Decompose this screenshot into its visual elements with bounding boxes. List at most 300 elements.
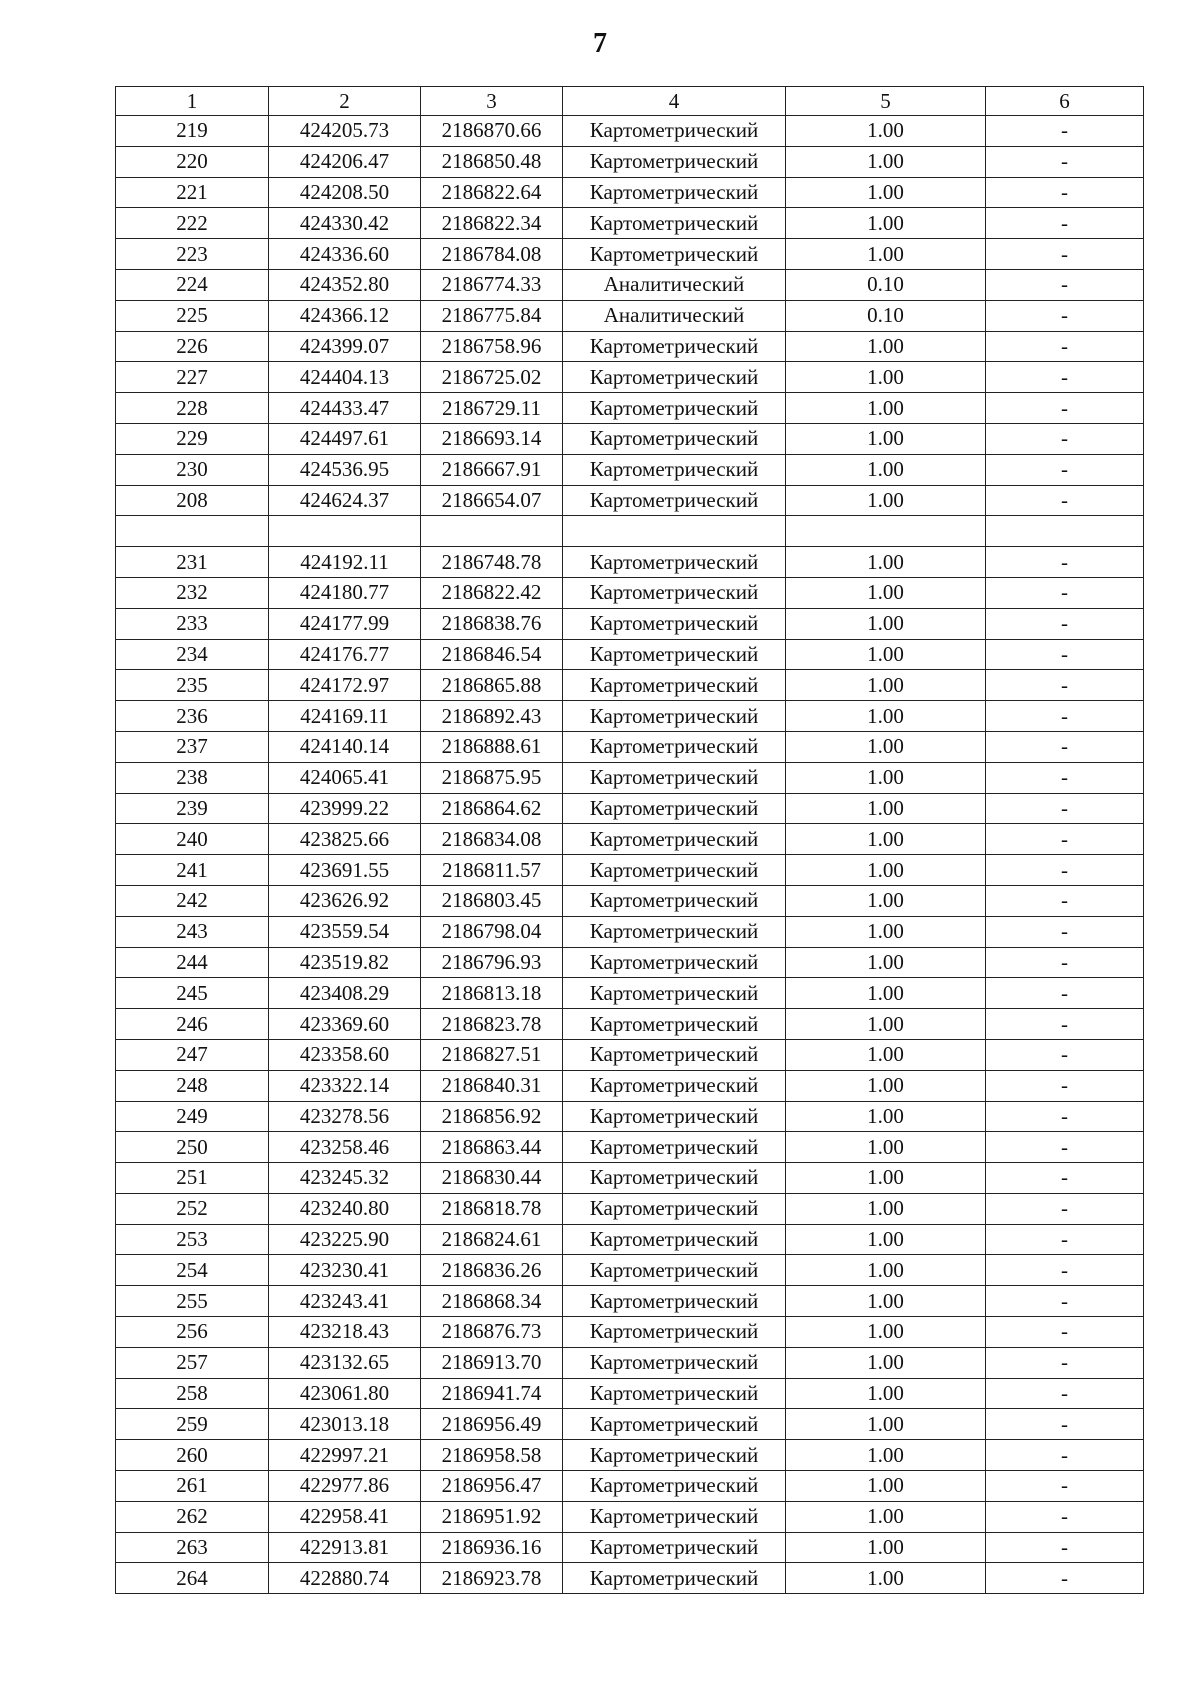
table-cell: 227 [116,362,269,393]
table-row [116,1563,1144,1594]
table-cell: 261 [116,1471,269,1502]
table-cell: - [986,1193,1144,1224]
table-cell: Картометрический [563,1378,786,1409]
table-cell: 423322.14 [269,1070,421,1101]
table-cell: 228 [116,393,269,424]
table-cell: - [986,239,1144,270]
table-cell: - [986,824,1144,855]
table-row [116,1224,1144,1255]
table-cell: Картометрический [563,608,786,639]
table-cell: 2186803.45 [421,885,563,916]
table-cell: - [986,978,1144,1009]
table-cell: 247 [116,1039,269,1070]
table-cell: 221 [116,177,269,208]
table-cell: 422880.74 [269,1563,421,1594]
table-cell: 224 [116,269,269,300]
table-cell: Картометрический [563,1163,786,1194]
table-cell: 424065.41 [269,762,421,793]
table-cell: Картометрический [563,331,786,362]
table-cell: - [986,670,1144,701]
table-cell: 231 [116,547,269,578]
table-cell: 0.10 [786,300,986,331]
table-cell: Картометрический [563,577,786,608]
table-cell: 1.00 [786,855,986,886]
table-cell: 250 [116,1132,269,1163]
table-cell: Картометрический [563,731,786,762]
table-cell: Картометрический [563,1347,786,1378]
table-cell [116,516,269,547]
table-cell: 2186830.44 [421,1163,563,1194]
table-row [116,393,1144,424]
table-cell: 1.00 [786,1317,986,1348]
table-cell: 2186875.95 [421,762,563,793]
table-row [116,855,1144,886]
table-cell: 2186951.92 [421,1501,563,1532]
table-cell: 1.00 [786,547,986,578]
table-cell: 252 [116,1193,269,1224]
table-cell: 1.00 [786,1286,986,1317]
table-cell: 1.00 [786,916,986,947]
table-cell: 423013.18 [269,1409,421,1440]
table-cell: 422977.86 [269,1471,421,1502]
table-row [116,239,1144,270]
table-row [116,701,1144,732]
table-cell: 423061.80 [269,1378,421,1409]
table-cell: 2186748.78 [421,547,563,578]
table-cell: 1.00 [786,577,986,608]
table-cell: 259 [116,1409,269,1440]
table-cell: 2186864.62 [421,793,563,824]
table-cell: Картометрический [563,670,786,701]
table-row [116,331,1144,362]
table-cell: 1.00 [786,177,986,208]
table-cell: 240 [116,824,269,855]
table-cell: Картометрический [563,1132,786,1163]
table-cell: 1.00 [786,485,986,516]
table-cell: 1.00 [786,978,986,1009]
table-cell: 1.00 [786,1101,986,1132]
table-cell: 2186958.58 [421,1440,563,1471]
table-cell: 2186811.57 [421,855,563,886]
table-cell: 2186758.96 [421,331,563,362]
table-row [116,1532,1144,1563]
table-cell: Картометрический [563,1563,786,1594]
table-cell: 264 [116,1563,269,1594]
table-cell: Картометрический [563,916,786,947]
table-cell: 424624.37 [269,485,421,516]
table-cell: 424404.13 [269,362,421,393]
table-cell: 423278.56 [269,1101,421,1132]
table-row [116,208,1144,239]
table-cell: 2186827.51 [421,1039,563,1070]
table-cell: 422958.41 [269,1501,421,1532]
table-cell: 423225.90 [269,1224,421,1255]
table-row [116,423,1144,454]
table-cell: 1.00 [786,1132,986,1163]
table-cell: 230 [116,454,269,485]
table-cell: 423559.54 [269,916,421,947]
table-cell: 2186865.88 [421,670,563,701]
table-cell: - [986,1070,1144,1101]
table-cell: 423258.46 [269,1132,421,1163]
table-cell: Картометрический [563,1101,786,1132]
table-cell: - [986,177,1144,208]
table-cell: 2186836.26 [421,1255,563,1286]
table-cell: - [986,1224,1144,1255]
table-cell: - [986,116,1144,147]
table-cell: 255 [116,1286,269,1317]
table-cell: Картометрический [563,208,786,239]
table-cell: Картометрический [563,393,786,424]
table-cell: - [986,731,1144,762]
table-cell: - [986,855,1144,886]
table-cell: Картометрический [563,1501,786,1532]
table-cell: - [986,793,1144,824]
table-cell: Картометрический [563,1255,786,1286]
table-cell: - [986,577,1144,608]
table-cell: 238 [116,762,269,793]
table-cell: - [986,639,1144,670]
table-cell: - [986,1378,1144,1409]
table-cell: 2186823.78 [421,1009,563,1040]
table-cell: 424172.97 [269,670,421,701]
table-cell: 2186654.07 [421,485,563,516]
table-cell: 249 [116,1101,269,1132]
table-cell: - [986,1132,1144,1163]
table-cell: 1.00 [786,393,986,424]
table-cell: 258 [116,1378,269,1409]
table-cell: Картометрический [563,1471,786,1502]
table-cell: Картометрический [563,116,786,147]
table-cell: 424399.07 [269,331,421,362]
table-cell: 422997.21 [269,1440,421,1471]
table-cell: 1.00 [786,701,986,732]
table-cell: 423999.22 [269,793,421,824]
table-cell: - [986,947,1144,978]
table-cell: 1.00 [786,731,986,762]
table-cell: 424140.14 [269,731,421,762]
table-cell: Картометрический [563,423,786,454]
table-cell: 222 [116,208,269,239]
table-row [116,1378,1144,1409]
table-cell: 262 [116,1501,269,1532]
table-cell: - [986,1501,1144,1532]
table-cell: 2186784.08 [421,239,563,270]
table-cell: Картометрический [563,1532,786,1563]
table-cell: 253 [116,1224,269,1255]
table-row [116,824,1144,855]
column-header: 2 [269,87,421,116]
table-cell: 1.00 [786,1378,986,1409]
table-cell: 424205.73 [269,116,421,147]
table-cell: 2186876.73 [421,1317,563,1348]
table-cell: - [986,608,1144,639]
table-row [116,362,1144,393]
table-cell: 225 [116,300,269,331]
table-cell: 424208.50 [269,177,421,208]
table-cell: Картометрический [563,1070,786,1101]
table-cell: 232 [116,577,269,608]
table-row [116,978,1144,1009]
table-cell: 2186913.70 [421,1347,563,1378]
table-row [116,1070,1144,1101]
table-cell: 248 [116,1070,269,1101]
table-cell: 423240.80 [269,1193,421,1224]
column-header: 6 [986,87,1144,116]
table-cell: 423626.92 [269,885,421,916]
table-cell: 2186892.43 [421,701,563,732]
table-row [116,1440,1144,1471]
table-cell: 254 [116,1255,269,1286]
table-cell: 2186824.61 [421,1224,563,1255]
coordinates-table [115,86,1144,1594]
table-cell: - [986,454,1144,485]
table-cell: Аналитический [563,269,786,300]
table-cell: 257 [116,1347,269,1378]
table-cell: 237 [116,731,269,762]
table-cell: 424352.80 [269,269,421,300]
table-cell: Картометрический [563,362,786,393]
table-cell: 2186667.91 [421,454,563,485]
table-cell: 2186941.74 [421,1378,563,1409]
table-cell: 422913.81 [269,1532,421,1563]
table-cell: Картометрический [563,947,786,978]
table-cell: - [986,547,1144,578]
table-cell: Картометрический [563,177,786,208]
table-cell: 1.00 [786,1255,986,1286]
table-cell: Картометрический [563,239,786,270]
table-cell: 220 [116,146,269,177]
table-cell [269,516,421,547]
table-cell: 246 [116,1009,269,1040]
table-cell: 1.00 [786,1347,986,1378]
table-cell: 424433.47 [269,393,421,424]
table-row [116,608,1144,639]
column-header: 5 [786,87,986,116]
table-cell: 423230.41 [269,1255,421,1286]
table-cell: 243 [116,916,269,947]
table-row [116,1317,1144,1348]
table-cell: 423358.60 [269,1039,421,1070]
table-cell: 244 [116,947,269,978]
table-cell: 233 [116,608,269,639]
table-cell: 2186822.64 [421,177,563,208]
table-cell: - [986,1347,1144,1378]
table-cell: 2186693.14 [421,423,563,454]
table-cell: 1.00 [786,423,986,454]
table-cell: - [986,393,1144,424]
table-cell: 424206.47 [269,146,421,177]
table-cell: 263 [116,1532,269,1563]
table-cell: 241 [116,855,269,886]
table-cell: 424536.95 [269,454,421,485]
table-cell [786,516,986,547]
table-cell: Картометрический [563,855,786,886]
table-body [116,116,1144,1594]
table-cell: Картометрический [563,1317,786,1348]
table-cell: Картометрический [563,1286,786,1317]
table-row [116,485,1144,516]
table-row [116,1163,1144,1194]
table-cell: Картометрический [563,978,786,1009]
table-cell: 423132.65 [269,1347,421,1378]
table-cell: - [986,1101,1144,1132]
table-cell: - [986,485,1144,516]
table-cell: 1.00 [786,331,986,362]
table-cell: 1.00 [786,1163,986,1194]
table-row [116,1255,1144,1286]
table-cell: - [986,1163,1144,1194]
table-cell: 2186936.16 [421,1532,563,1563]
table-cell: 1.00 [786,824,986,855]
table-cell: - [986,1532,1144,1563]
table-cell: Картометрический [563,701,786,732]
table-cell: 424177.99 [269,608,421,639]
table-cell: 1.00 [786,608,986,639]
table-cell: 1.00 [786,116,986,147]
table-row [116,885,1144,916]
table-cell: 0.10 [786,269,986,300]
table-cell: 2186888.61 [421,731,563,762]
table-row [116,1409,1144,1440]
table-row [116,1101,1144,1132]
table-cell: 208 [116,485,269,516]
table-cell: 1.00 [786,1039,986,1070]
table-cell: Картометрический [563,639,786,670]
table-cell: 1.00 [786,208,986,239]
table-cell: 2186796.93 [421,947,563,978]
table-cell: 424336.60 [269,239,421,270]
table-cell: 2186725.02 [421,362,563,393]
table-row [116,1039,1144,1070]
column-header: 4 [563,87,786,116]
table-cell: 236 [116,701,269,732]
table-cell: 424169.11 [269,701,421,732]
table-cell: 1.00 [786,1193,986,1224]
table-row [116,177,1144,208]
table-cell: 235 [116,670,269,701]
table-cell: 251 [116,1163,269,1194]
table-cell: 1.00 [786,639,986,670]
table-cell: - [986,1440,1144,1471]
table-cell: 2186870.66 [421,116,563,147]
table-cell: - [986,1286,1144,1317]
table-cell: 2186774.33 [421,269,563,300]
table-cell: - [986,1255,1144,1286]
table-cell: Картометрический [563,1440,786,1471]
table-cell: 1.00 [786,762,986,793]
table-row [116,577,1144,608]
table-cell: 1.00 [786,793,986,824]
table-cell: 423408.29 [269,978,421,1009]
table-row [116,516,1144,547]
table-cell: Картометрический [563,1409,786,1440]
table-row [116,269,1144,300]
table-cell: - [986,762,1144,793]
table-row [116,793,1144,824]
table-cell: 1.00 [786,1409,986,1440]
table-cell: - [986,300,1144,331]
table-cell: - [986,1317,1144,1348]
table-cell: 2186856.92 [421,1101,563,1132]
table-header-row [116,87,1144,116]
table-cell: - [986,1409,1144,1440]
table-cell: 1.00 [786,146,986,177]
table-cell: 260 [116,1440,269,1471]
table-cell: 1.00 [786,670,986,701]
table-cell: - [986,916,1144,947]
table-cell: 2186822.42 [421,577,563,608]
page-number: 7 [593,28,607,59]
table-cell: Картометрический [563,146,786,177]
table-cell: 2186846.54 [421,639,563,670]
table-cell: 423519.82 [269,947,421,978]
table-cell: 423369.60 [269,1009,421,1040]
table-cell: Картометрический [563,1039,786,1070]
table-cell: Картометрический [563,1009,786,1040]
table-cell: - [986,701,1144,732]
table-row [116,547,1144,578]
table-cell: 2186818.78 [421,1193,563,1224]
table-cell: - [986,423,1144,454]
table-cell: Картометрический [563,762,786,793]
column-header: 3 [421,87,563,116]
table-cell: 1.00 [786,454,986,485]
table-cell: Картометрический [563,1224,786,1255]
table-cell: 245 [116,978,269,1009]
table-row [116,1193,1144,1224]
table-row [116,1009,1144,1040]
table-cell: - [986,1471,1144,1502]
table-cell: 424180.77 [269,577,421,608]
table-cell: - [986,269,1144,300]
table-cell: 1.00 [786,885,986,916]
table-cell: Картометрический [563,485,786,516]
table-cell: 2186863.44 [421,1132,563,1163]
table-cell: 223 [116,239,269,270]
table-cell: 423243.41 [269,1286,421,1317]
table-cell: 1.00 [786,1563,986,1594]
table-cell: 2186729.11 [421,393,563,424]
table-cell: 2186775.84 [421,300,563,331]
table-cell: Картометрический [563,1193,786,1224]
table-cell: - [986,208,1144,239]
table-cell [421,516,563,547]
table-row [116,947,1144,978]
table-cell: 1.00 [786,239,986,270]
table-cell: 234 [116,639,269,670]
table-cell: - [986,885,1144,916]
table-cell: 2186838.76 [421,608,563,639]
table-cell: 1.00 [786,1224,986,1255]
table-cell: Аналитический [563,300,786,331]
table-row [116,762,1144,793]
table-cell: 1.00 [786,947,986,978]
column-header: 1 [116,87,269,116]
table-cell: 1.00 [786,1440,986,1471]
table-cell: 424176.77 [269,639,421,670]
table-cell: 424330.42 [269,208,421,239]
table-row [116,670,1144,701]
table-cell: Картометрический [563,454,786,485]
table-cell: 1.00 [786,1471,986,1502]
table-row [116,454,1144,485]
table-row [116,300,1144,331]
table-cell: 2186868.34 [421,1286,563,1317]
table-cell: - [986,1009,1144,1040]
table-cell: Картометрический [563,547,786,578]
table-cell: 424366.12 [269,300,421,331]
